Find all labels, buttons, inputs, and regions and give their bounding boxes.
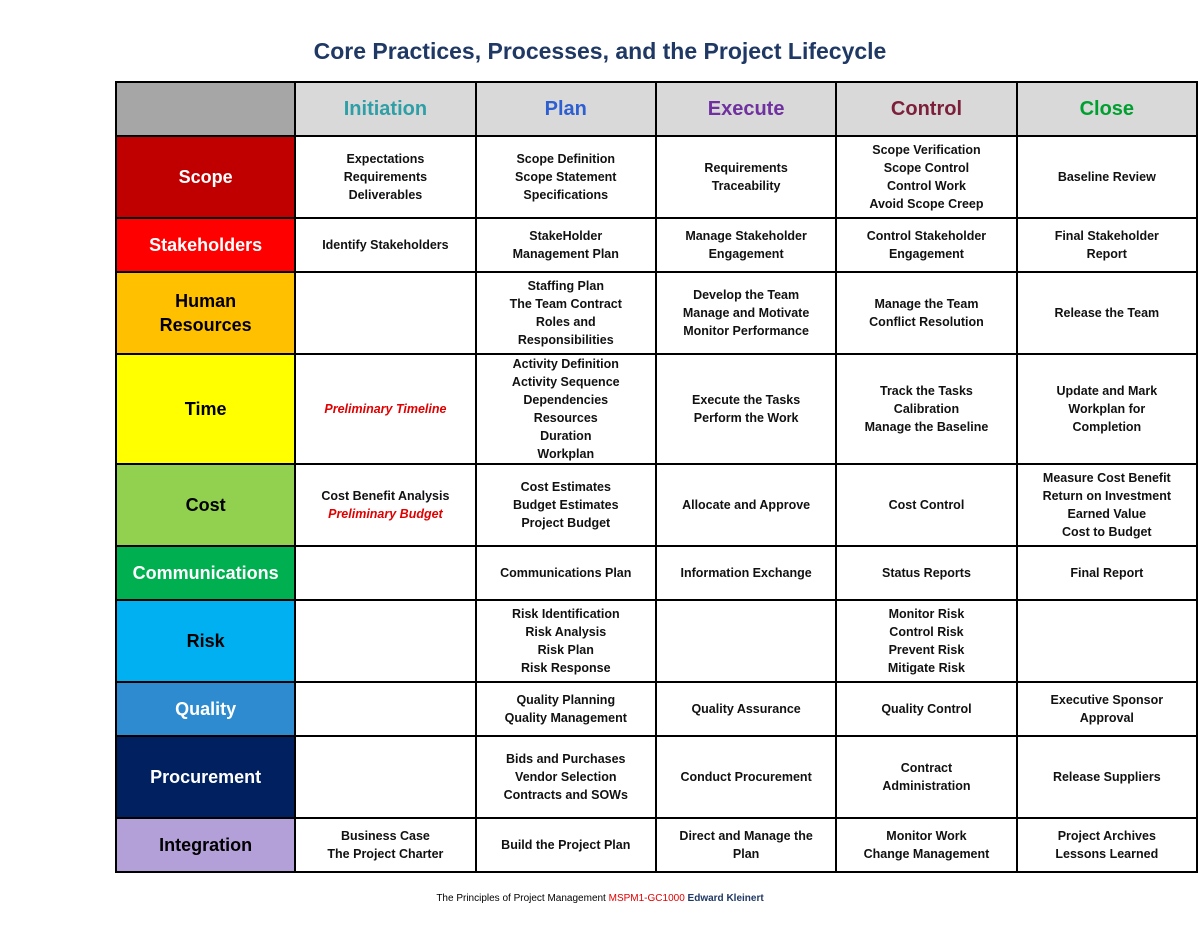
cell-line: Build the Project Plan — [501, 838, 631, 852]
cell-quality-plan — [476, 682, 656, 736]
cell-line: Project Archives — [1057, 829, 1156, 843]
cell-line: Conflict Resolution — [869, 315, 984, 329]
cell-line: Return on Investment — [1042, 489, 1172, 503]
cell-line: Perform the Work — [693, 411, 799, 425]
footer-code: MSPM1-GC1000 — [608, 893, 685, 904]
page-title: Core Practices, Processes, and the Project Lifecycle — [313, 38, 887, 64]
cell-integration-control — [836, 818, 1016, 872]
cell-time-plan — [476, 354, 656, 464]
row-label-scope: Scope — [116, 136, 295, 218]
cell-quality-execute — [656, 682, 836, 736]
cell-line: Workplan for — [1068, 402, 1146, 416]
cell-line: Manage Stakeholder — [685, 229, 807, 243]
cell-stakeholders-initiation — [295, 218, 475, 272]
cell-line: Activity Sequence — [511, 375, 620, 389]
cell-procurement-initiation — [295, 736, 475, 818]
cell-line: Risk Identification — [511, 607, 620, 621]
cell-communications-close — [1017, 546, 1197, 600]
cell-time-close — [1017, 354, 1197, 464]
cell-line: Preliminary Budget — [328, 507, 443, 521]
cell-scope-close — [1017, 136, 1197, 218]
footer — [0, 893, 1200, 904]
cell-scope-execute — [656, 136, 836, 218]
cell-line: Roles and — [535, 315, 596, 329]
cell-line: Dependencies — [523, 393, 609, 407]
cell-risk-control — [836, 600, 1016, 682]
cell-line: Avoid Scope Creep — [869, 197, 984, 211]
cell-line: Monitor Risk — [888, 607, 965, 621]
cell-line: Quality Control — [881, 702, 972, 716]
cell-scope-control — [836, 136, 1016, 218]
cell-line: Monitor Performance — [683, 324, 809, 338]
cell-line: Earned Value — [1067, 507, 1147, 521]
cell-stakeholders-execute — [656, 218, 836, 272]
table-row — [116, 218, 1197, 272]
row-label-human-resources: Human Resources — [116, 272, 295, 354]
cell-line: The Team Contract — [509, 297, 622, 311]
cell-line: Calibration — [893, 402, 960, 416]
cell-line: Develop the Team — [693, 288, 800, 302]
cell-human-resources-plan — [476, 272, 656, 354]
cell-line: Monitor Work — [886, 829, 967, 843]
column-header-initiation: Initiation — [295, 82, 475, 136]
footer-author: Edward Kleinert — [687, 893, 764, 904]
lifecycle-table — [115, 81, 1198, 873]
cell-line: Requirements — [343, 170, 428, 184]
cell-communications-initiation — [295, 546, 475, 600]
cell-human-resources-close — [1017, 272, 1197, 354]
cell-cost-plan — [476, 464, 656, 546]
cell-line: Final Stakeholder — [1054, 229, 1159, 243]
cell-line: Measure Cost Benefit — [1042, 471, 1171, 485]
cell-risk-execute — [656, 600, 836, 682]
cell-line: Mitigate Risk — [887, 661, 965, 675]
cell-line: Plan — [732, 847, 760, 861]
row-label-time: Time — [116, 354, 295, 464]
cell-line: Completion — [1072, 420, 1142, 434]
cell-cost-execute — [656, 464, 836, 546]
cell-line: Lessons Learned — [1055, 847, 1159, 861]
column-header-plan: Plan — [476, 82, 656, 136]
cell-line: Control Work — [886, 179, 966, 193]
table-row — [116, 736, 1197, 818]
header-corner-cell — [116, 82, 295, 136]
cell-communications-plan — [476, 546, 656, 600]
cell-line: Control Stakeholder — [866, 229, 987, 243]
table-row — [116, 600, 1197, 682]
cell-line: Risk Plan — [537, 643, 594, 657]
cell-line: Expectations — [346, 152, 425, 166]
cell-scope-initiation — [295, 136, 475, 218]
cell-time-control — [836, 354, 1016, 464]
table-row — [116, 546, 1197, 600]
column-header-close: Close — [1017, 82, 1197, 136]
table-row — [116, 682, 1197, 736]
cell-line: Staffing Plan — [527, 279, 604, 293]
cell-time-execute — [656, 354, 836, 464]
cell-quality-initiation — [295, 682, 475, 736]
column-header-execute: Execute — [656, 82, 836, 136]
cell-line: Specifications — [523, 188, 609, 202]
column-header-control: Control — [836, 82, 1016, 136]
cell-integration-plan — [476, 818, 656, 872]
cell-line: Risk Analysis — [525, 625, 607, 639]
cell-line: Business Case — [340, 829, 430, 843]
cell-line: Manage and Motivate — [682, 306, 810, 320]
cell-scope-plan — [476, 136, 656, 218]
cell-risk-close — [1017, 600, 1197, 682]
header-row — [116, 82, 1197, 136]
cell-line: Responsibilities — [517, 333, 614, 347]
row-label-integration: Integration — [116, 818, 295, 872]
cell-procurement-execute — [656, 736, 836, 818]
cell-stakeholders-plan — [476, 218, 656, 272]
cell-procurement-control — [836, 736, 1016, 818]
cell-line: Management Plan — [512, 247, 619, 261]
cell-line: Project Budget — [521, 516, 611, 530]
cell-line: Activity Definition — [512, 357, 619, 371]
cell-line: Control Risk — [889, 625, 964, 639]
cell-integration-close — [1017, 818, 1197, 872]
row-label-quality: Quality — [116, 682, 295, 736]
cell-line: Deliverables — [348, 188, 423, 202]
cell-quality-close — [1017, 682, 1197, 736]
cell-line: Cost Estimates — [520, 480, 611, 494]
cell-line: Scope Statement — [515, 170, 617, 184]
cell-human-resources-execute — [656, 272, 836, 354]
cell-line: The Project Charter — [327, 847, 444, 861]
cell-line: Workplan — [537, 447, 595, 461]
cell-line: Manage the Baseline — [864, 420, 989, 434]
cell-line: Preliminary Timeline — [324, 402, 447, 416]
cell-line: Status Reports — [882, 566, 971, 580]
footer-text: The Principles of Project Management — [436, 893, 606, 904]
cell-line: Scope Verification — [872, 143, 981, 157]
cell-line: Release Suppliers — [1052, 770, 1161, 784]
cell-communications-execute — [656, 546, 836, 600]
cell-human-resources-control — [836, 272, 1016, 354]
cell-line: Bids and Purchases — [506, 752, 626, 766]
cell-line: Update and Mark — [1056, 384, 1158, 398]
cell-risk-plan — [476, 600, 656, 682]
row-label-risk: Risk — [116, 600, 295, 682]
cell-time-initiation — [295, 354, 475, 464]
cell-line: Contract — [900, 761, 953, 775]
cell-line: Direct and Manage the — [679, 829, 813, 843]
cell-line: StakeHolder — [529, 229, 603, 243]
table-row — [116, 354, 1197, 464]
row-label-communications: Communications — [116, 546, 295, 600]
table-row — [116, 818, 1197, 872]
table-row — [116, 464, 1197, 546]
cell-line: Traceability — [711, 179, 781, 193]
cell-line: Budget Estimates — [512, 498, 619, 512]
cell-line: Manage the Team — [874, 297, 979, 311]
cell-risk-initiation — [295, 600, 475, 682]
cell-procurement-close — [1017, 736, 1197, 818]
cell-line: Cost Control — [888, 498, 965, 512]
cell-line: Quality Assurance — [691, 702, 801, 716]
cell-line: Resources — [533, 411, 598, 425]
cell-line: Allocate and Approve — [682, 498, 811, 512]
row-label-procurement: Procurement — [116, 736, 295, 818]
cell-line: Report — [1086, 247, 1127, 261]
cell-quality-control — [836, 682, 1016, 736]
row-label-cost: Cost — [116, 464, 295, 546]
cell-line: Track the Tasks — [880, 384, 973, 398]
table-row — [116, 136, 1197, 218]
cell-line: Conduct Procurement — [680, 770, 812, 784]
cell-cost-close — [1017, 464, 1197, 546]
cell-line: Approval — [1079, 711, 1134, 725]
cell-line: Release the Team — [1054, 306, 1160, 320]
row-label-stakeholders: Stakeholders — [116, 218, 295, 272]
cell-line: Engagement — [888, 247, 964, 261]
cell-line: Final Report — [1070, 566, 1144, 580]
cell-line: Vendor Selection — [515, 770, 617, 784]
cell-line: Requirements — [704, 161, 788, 175]
cell-line: Cost Benefit Analysis — [321, 489, 450, 503]
cell-cost-control — [836, 464, 1016, 546]
cell-line: Duration — [540, 429, 592, 443]
cell-line: Prevent Risk — [888, 643, 965, 657]
cell-integration-execute — [656, 818, 836, 872]
cell-communications-control — [836, 546, 1016, 600]
cell-human-resources-initiation — [295, 272, 475, 354]
cell-procurement-plan — [476, 736, 656, 818]
cell-line: Communications Plan — [500, 566, 632, 580]
cell-line: Risk Response — [520, 661, 611, 675]
cell-line: Scope Definition — [516, 152, 616, 166]
cell-stakeholders-close — [1017, 218, 1197, 272]
cell-line: Engagement — [708, 247, 784, 261]
cell-line: Contracts and SOWs — [503, 788, 628, 802]
cell-line: Scope Control — [883, 161, 970, 175]
cell-line: Baseline Review — [1057, 170, 1156, 184]
cell-line: Quality Management — [504, 711, 627, 725]
cell-line: Change Management — [863, 847, 990, 861]
cell-line: Information Exchange — [680, 566, 812, 580]
table-row — [116, 272, 1197, 354]
cell-line: Executive Sponsor — [1050, 693, 1164, 707]
cell-stakeholders-control — [836, 218, 1016, 272]
cell-line: Administration — [882, 779, 971, 793]
cell-line: Identify Stakeholders — [322, 238, 449, 252]
cell-integration-initiation — [295, 818, 475, 872]
cell-line: Quality Planning — [516, 693, 616, 707]
cell-line: Execute the Tasks — [692, 393, 801, 407]
cell-cost-initiation — [295, 464, 475, 546]
cell-line: Cost to Budget — [1062, 525, 1152, 539]
